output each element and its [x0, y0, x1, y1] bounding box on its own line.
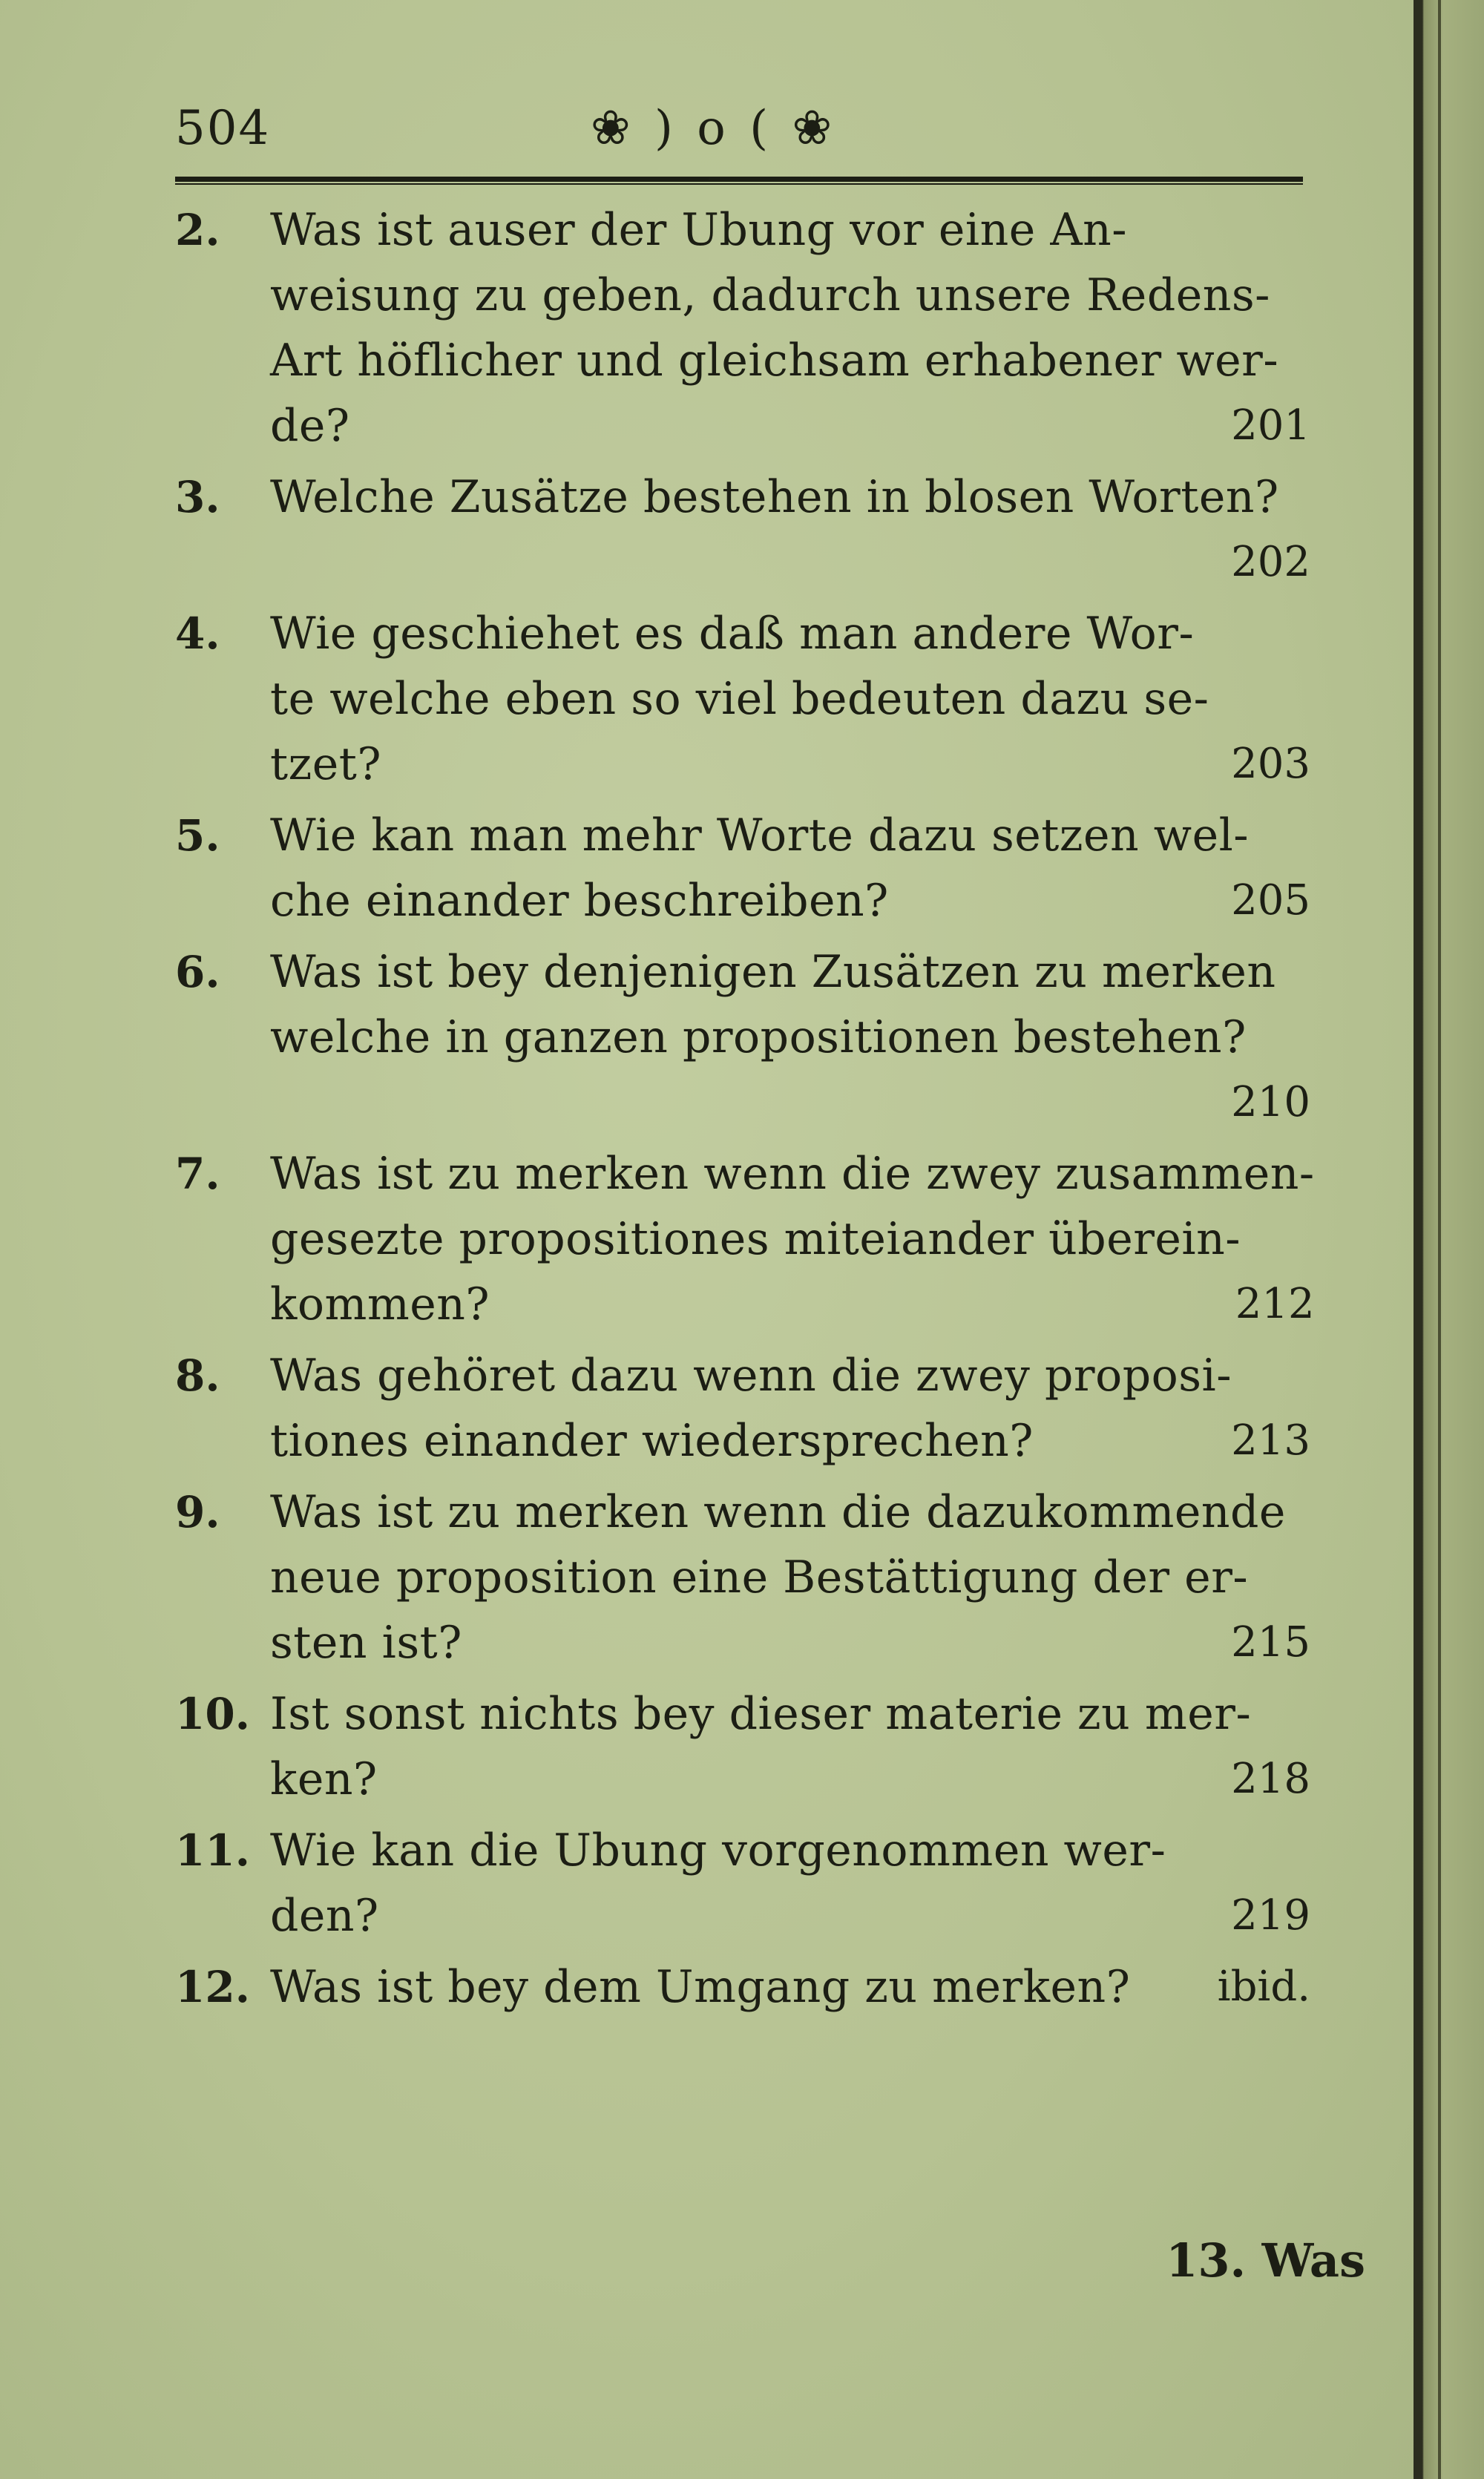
entry-line: neue proposition eine Bestättigung der er- — [270, 1552, 1249, 1603]
entry-line: Was ist auser der Ubung vor eine An- — [270, 204, 1128, 256]
entry-line: Was ist bey dem Umgang zu merken? — [270, 1961, 1131, 2013]
entry-body — [270, 1818, 1310, 1948]
entry-line: te welche eben so viel bedeuten dazu se- — [270, 673, 1209, 725]
entry-page-reference: 210 — [1231, 1078, 1310, 1126]
entry-page-reference: 202 — [1231, 538, 1310, 586]
toc-entry — [175, 1141, 1315, 1337]
entry-number: 3. — [175, 472, 220, 522]
entry-line: Wie geschiehet es daß man andere Wor- — [270, 608, 1195, 660]
entry-page-reference: 218 — [1231, 1755, 1310, 1803]
entry-line: che einander beschreiben? — [270, 875, 889, 927]
entry-body — [270, 939, 1310, 1135]
book-gutter-edge — [1414, 0, 1484, 2479]
entry-line: den? — [270, 1890, 379, 1942]
toc-entry — [175, 197, 1310, 459]
entry-line: Was gehöret dazu wenn die zwey proposi- — [270, 1350, 1232, 1402]
entry-line: gesezte propositiones miteiander überein- — [270, 1213, 1241, 1265]
entry-line: tzet? — [270, 738, 382, 790]
catchword: 13. Was — [1166, 2233, 1365, 2288]
toc-entry — [175, 1343, 1310, 1474]
entry-page-reference: ibid. — [1217, 1963, 1310, 2011]
entry-number: 2. — [175, 205, 220, 255]
entry-page-reference: 212 — [1235, 1280, 1315, 1328]
entry-page-reference: 203 — [1231, 740, 1310, 788]
entry-line: welche in ganzen propositionen bestehen? — [270, 1011, 1247, 1063]
toc-entry — [175, 1818, 1310, 1948]
entry-page-reference: 201 — [1231, 401, 1310, 450]
entry-number: 11. — [175, 1825, 250, 1876]
entry-body — [270, 601, 1310, 797]
toc-entry — [175, 1681, 1310, 1812]
page-number: 504 — [175, 101, 271, 156]
entry-number: 9. — [175, 1487, 220, 1537]
page-header — [175, 101, 1303, 175]
toc-entry — [175, 1480, 1310, 1675]
entry-number: 8. — [175, 1350, 220, 1401]
entry-number: 4. — [175, 608, 220, 659]
toc-entry — [175, 1954, 1310, 2020]
entry-body — [270, 464, 1310, 595]
entry-line: kommen? — [270, 1278, 490, 1330]
entry-body — [270, 1480, 1310, 1675]
entry-body — [270, 1141, 1315, 1337]
entry-line: Welche Zusätze bestehen in blosen Worten? — [270, 471, 1279, 523]
toc-entry — [175, 803, 1310, 933]
header-rule-thin — [175, 183, 1303, 185]
entry-line: weisung zu geben, dadurch unsere Redens- — [270, 269, 1270, 321]
header-rule — [175, 177, 1303, 182]
entry-line: de? — [270, 400, 350, 452]
entry-page-reference: 215 — [1231, 1618, 1310, 1667]
entry-number: 12. — [175, 1962, 250, 2012]
entry-page-reference: 213 — [1231, 1416, 1310, 1465]
entry-line: Ist sonst nichts bey dieser materie zu mer- — [270, 1688, 1252, 1740]
entry-line: tiones einander wiedersprechen? — [270, 1415, 1034, 1467]
entry-number: 6. — [175, 947, 220, 997]
entry-line: Wie kan die Ubung vorgenommen wer- — [270, 1825, 1166, 1877]
entry-body — [270, 1681, 1310, 1812]
toc-entry — [175, 601, 1310, 797]
entry-page-reference: 205 — [1231, 876, 1310, 925]
entry-body — [270, 1954, 1310, 2020]
entry-line: Was ist zu merken wenn die dazukommende — [270, 1486, 1286, 1538]
toc-entry — [175, 464, 1310, 595]
entry-body — [270, 197, 1310, 459]
entry-number: 7. — [175, 1149, 220, 1199]
entry-body — [270, 803, 1310, 933]
entry-line: ken? — [270, 1753, 378, 1805]
book-edge-line — [1438, 0, 1441, 2479]
entry-line: Was ist zu merken wenn die zwey zusammen- — [270, 1148, 1315, 1200]
toc-entry — [175, 939, 1310, 1135]
table-of-contents — [175, 197, 1315, 2020]
entry-line: Art höflicher und gleichsam erhabener wer- — [270, 335, 1279, 387]
entry-line: Was ist bey denjenigen Zusätzen zu merken — [270, 946, 1276, 998]
header-ornament: ❀ ) o ( ❀ — [591, 101, 837, 156]
entry-number: 10. — [175, 1689, 250, 1739]
entry-body — [270, 1343, 1310, 1474]
entry-page-reference: 219 — [1231, 1891, 1310, 1940]
entry-line: sten ist? — [270, 1617, 462, 1669]
entry-number: 5. — [175, 810, 220, 861]
entry-line: Wie kan man mehr Worte dazu setzen wel- — [270, 810, 1250, 861]
